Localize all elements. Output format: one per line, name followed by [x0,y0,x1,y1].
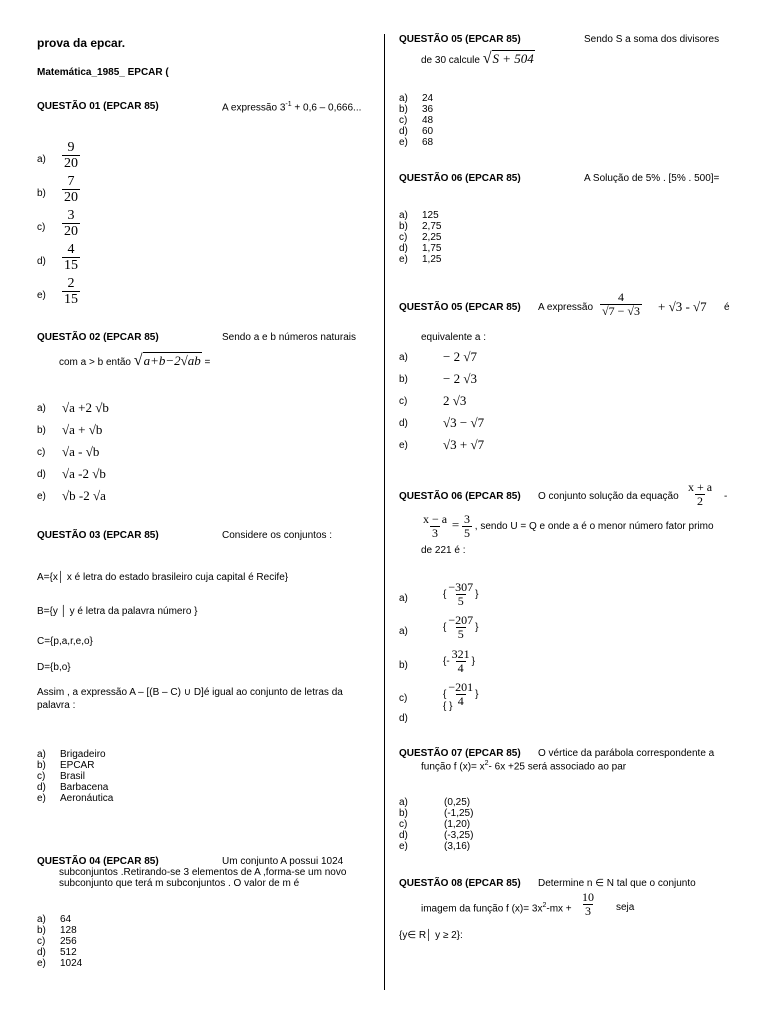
q06a-option-letter: e) [399,254,408,265]
column-divider [384,34,385,990]
q05a-text: Sendo S a soma dos divisores [584,34,720,45]
q06b-option-set [443,701,452,712]
q02-option-expr: √a - √b [62,444,100,459]
q01-numerator: 3 [67,208,75,223]
q05b-option-letter: d) [399,418,408,429]
q06b-option-letter: c) [399,693,408,704]
q01-denominator: 15 [64,292,78,307]
q06b-fraction [446,581,475,608]
q06b-option-letter: b) [399,660,408,671]
q06b-set-close: } [475,622,479,633]
q04-option-letter: d) [37,947,46,958]
q05a-option-text: 36 [422,104,434,115]
q06b-denominator: 5 [457,627,464,641]
q04-option-text: 64 [60,914,72,925]
q01-fraction [62,276,80,307]
q06b-fraction-3: $\frac{3}{5}$ [464,512,470,540]
q07-option-letter: a) [399,797,408,808]
q06b-set-open: { [443,689,447,700]
q08-text: Determine n ∈ N tal que o conjunto [538,878,696,889]
q06b-option-set [443,648,475,675]
q04-label: QUESTÃO 04 (EPCAR 85) [37,856,159,867]
q05a-option-letter: b) [399,104,408,115]
q05b-label: QUESTÃO 05 (EPCAR 85) [399,302,521,313]
q07-option-text: (0,25) [444,797,471,808]
q05b-option-expr: √3 − √7 [443,415,485,430]
q03-option-text: Brasil [60,771,86,782]
q02-option-expr: √a +2 √b [62,400,109,415]
q06b-set-close: } [475,589,479,600]
q05b-text: A expressão [538,302,594,313]
q06b-line2: $\frac{x - a}{3}$ = $\frac{3}{5}$ , sendo U = Q e onde a é o menor número fator primo [423,512,714,540]
q05a-label: QUESTÃO 05 (EPCAR 85) [399,34,521,45]
q03-set-c: C={p,a,r,e,o} [37,636,93,647]
q01-denominator: 20 [64,156,78,171]
q06b-fraction-1: $\frac{x + a}{2}$ [688,480,713,508]
q06b-set-close: } [475,689,479,700]
q01-numerator: 9 [67,140,75,155]
q06b-set-open: { [443,589,447,600]
q08-seja: seja [616,902,635,913]
q06b-option-letter: a) [399,626,408,637]
q07-option-letter: b) [399,808,408,819]
q01-fraction [62,140,80,171]
q05a-option-letter: c) [399,115,408,126]
q08-label: QUESTÃO 08 (EPCAR 85) [399,878,521,889]
q02-radical: √a+b−2√ab [133,352,201,369]
q03-set-a: A={x│ x é letra do estado brasileiro cuja capital é Recife} [37,572,289,583]
q03-option-text: Barbacena [60,782,109,793]
q06a-option-text: 1,25 [422,254,442,265]
q05a-option-letter: a) [399,93,408,104]
q06b-fraction-2: $\frac{x - a}{3}$ [423,512,448,540]
q01-fraction [62,208,80,239]
q08-fraction: $\frac{10}{3}$ [582,890,594,918]
q06a-option-text: 125 [422,210,439,221]
q07-option-letter: c) [399,819,408,830]
q01-option-letter: a) [37,154,46,165]
q01-numerator: 2 [67,276,75,291]
q08-line2: imagem da função f $(x)= 3x^2-mx$ + [421,902,572,915]
q05b-tail: + √3 - √7 [658,299,707,314]
q03-set-d: D={b,o} [37,662,71,673]
q05b-option-letter: b) [399,374,408,385]
q06b-numerator: −201 [448,680,474,694]
q03-assim-2: palavra : [37,700,76,711]
q05b-option-expr: 2 √3 [443,393,467,408]
q04-option-text: 256 [60,936,77,947]
q01-option-fraction [62,276,80,307]
q06b-option-set [443,581,478,608]
q01-option-fraction [62,242,80,273]
q05a-radical: √S + 504 [482,50,534,67]
q04-option-letter: c) [37,936,46,947]
q02-option-expr: √b -2 √a [62,488,106,503]
q05b-option-expr: − 2 √3 [443,371,477,386]
q04-option-letter: e) [37,958,46,969]
q06b-line3: de 221 é : [421,545,466,556]
q06b-dash: - [724,491,728,502]
q06b-set-open: { [443,622,447,633]
q03-option-letter: e) [37,793,46,804]
page-subtitle: Matemática_1985_ EPCAR ( [37,67,169,78]
q06b-denominator: 4 [457,694,464,708]
q05a-option-letter: d) [399,126,408,137]
q06a-option-letter: b) [399,221,408,232]
q04-option-letter: a) [37,914,46,925]
q02-option-letter: d) [37,469,46,480]
q01-option-fraction [62,140,80,171]
q07-text: O vértice da parábola correspondente a [538,748,715,759]
q06b-option-letter: a) [399,593,408,604]
q06b-fraction [446,614,475,641]
q05a-line2: de 30 calcule √S + 504 [421,50,534,67]
q06b-set-close: } [471,656,476,667]
q01-denominator: 15 [64,258,78,273]
q06a-option-letter: a) [399,210,408,221]
q01-option-letter: c) [37,222,46,233]
q01-fraction [62,242,80,273]
q04-option-text: 1024 [60,958,83,969]
q07-option-text: (1,20) [444,819,471,830]
q02-option-letter: e) [37,491,46,502]
q04-option-text: 128 [60,925,77,936]
q01-option-letter: d) [37,256,46,267]
q06b-option-letter: d) [399,713,408,724]
q05a-option-letter: e) [399,137,408,148]
q02-label: QUESTÃO 02 (EPCAR 85) [37,332,159,343]
q02-option-expr: √a + √b [62,422,103,437]
q07-option-text: (-1,25) [444,808,474,819]
q05b-option-expr: √3 + √7 [443,437,485,452]
q04-text: Um conjunto A possui 1024 [222,856,344,867]
q05b-option-letter: a) [399,352,408,363]
q06b-numerator: 321 [451,647,470,661]
q03-set-b: B={y │ y é letra da palavra número } [37,606,198,617]
q01-option-fraction [62,174,80,205]
q03-option-text: EPCAR [60,760,95,771]
q05b-option-letter: e) [399,440,408,451]
q03-text: Considere os conjuntos : [222,530,333,541]
q02-line2: com a > b então √a+b−2√ab = [59,352,211,369]
q05b-option-letter: c) [399,396,408,407]
q01-numerator: 4 [67,242,75,257]
q06a-option-text: 1,75 [422,243,442,254]
q02-option-letter: c) [37,447,46,458]
q06b-denominator: 4 [457,661,464,675]
q01-denominator: 20 [64,224,78,239]
q06a-label: QUESTÃO 06 (EPCAR 85) [399,173,521,184]
q05a-option-text: 60 [422,126,434,137]
q03-option-letter: d) [37,782,46,793]
q02-option-letter: a) [37,403,46,414]
q03-option-letter: a) [37,749,46,760]
q03-label: QUESTÃO 03 (EPCAR 85) [37,530,159,541]
q01-label: QUESTÃO 01 (EPCAR 85) [37,101,159,112]
q06a-option-text: 2,75 [422,221,442,232]
q05a-option-text: 68 [422,137,434,148]
q03-option-letter: c) [37,771,46,782]
q05a-option-text: 24 [422,93,434,104]
q03-assim-1: Assim , a expressão A – [(B – C) ∪ D]é igual ao conjunto de letras da [37,687,343,698]
q04-option-letter: b) [37,925,46,936]
q07-option-text: (3,16) [444,841,471,852]
q05b-line2: equivalente a : [421,332,487,343]
q06b-option-set [443,614,478,641]
q07-label: QUESTÃO 07 (EPCAR 85) [399,748,521,759]
q04-line2: subconjuntos .Retirando-se 3 elementos de A ,forma-se um novo [59,867,347,878]
q06a-option-letter: c) [399,232,408,243]
q06b-label: QUESTÃO 06 (EPCAR 85) [399,491,521,502]
q06b-denominator: 5 [457,594,464,608]
q01-text: A expressão $3^{-1} + 0,6 - 0,666$... [222,101,362,114]
q07-option-letter: d) [399,830,408,841]
q06b-numerator: −207 [448,613,474,627]
q02-option-expr: √a -2 √b [62,466,106,481]
q03-option-letter: b) [37,760,46,771]
q08-line3: {y∈ R│ y ≥ 2}: [399,930,463,941]
q05a-option-text: 48 [422,115,434,126]
q07-option-text: (-3,25) [444,830,474,841]
q01-fraction [62,174,80,205]
q06b-numerator: −307 [448,580,474,594]
q05b-fraction: $\frac{4}{√7 - √3}$ [602,290,640,318]
q02-option-letter: b) [37,425,46,436]
q07-option-letter: e) [399,841,408,852]
q06b-text: O conjunto solução da equação [538,491,679,502]
page-title: prova da epcar. [37,36,126,50]
q04-line3: subconjunto que terá m subconjuntos . O valor de m é [59,878,300,889]
q07-line2: função f $(x)= x^2-$ 6x +25 será associado ao par [421,760,627,773]
q06a-option-text: 2,25 [422,232,442,243]
q06b-set-open: { } [443,701,453,712]
q01-option-letter: e) [37,290,46,301]
q06b-set-open: {- [443,656,450,667]
q06b-fraction [450,648,472,675]
q05b-e: é [724,302,730,313]
q03-option-text: Brigadeiro [60,749,106,760]
q03-option-text: Aeronáutica [60,793,114,804]
q06a-option-letter: d) [399,243,408,254]
q01-denominator: 20 [64,190,78,205]
q05b-option-expr: − 2 √7 [443,349,477,364]
q01-option-fraction [62,208,80,239]
q04-option-text: 512 [60,947,77,958]
q06a-text: A Solução de 5% . [5% . 500]= [584,173,720,184]
q02-text: Sendo a e b números naturais [222,332,356,343]
q01-option-letter: b) [37,188,46,199]
q01-numerator: 7 [67,174,75,189]
